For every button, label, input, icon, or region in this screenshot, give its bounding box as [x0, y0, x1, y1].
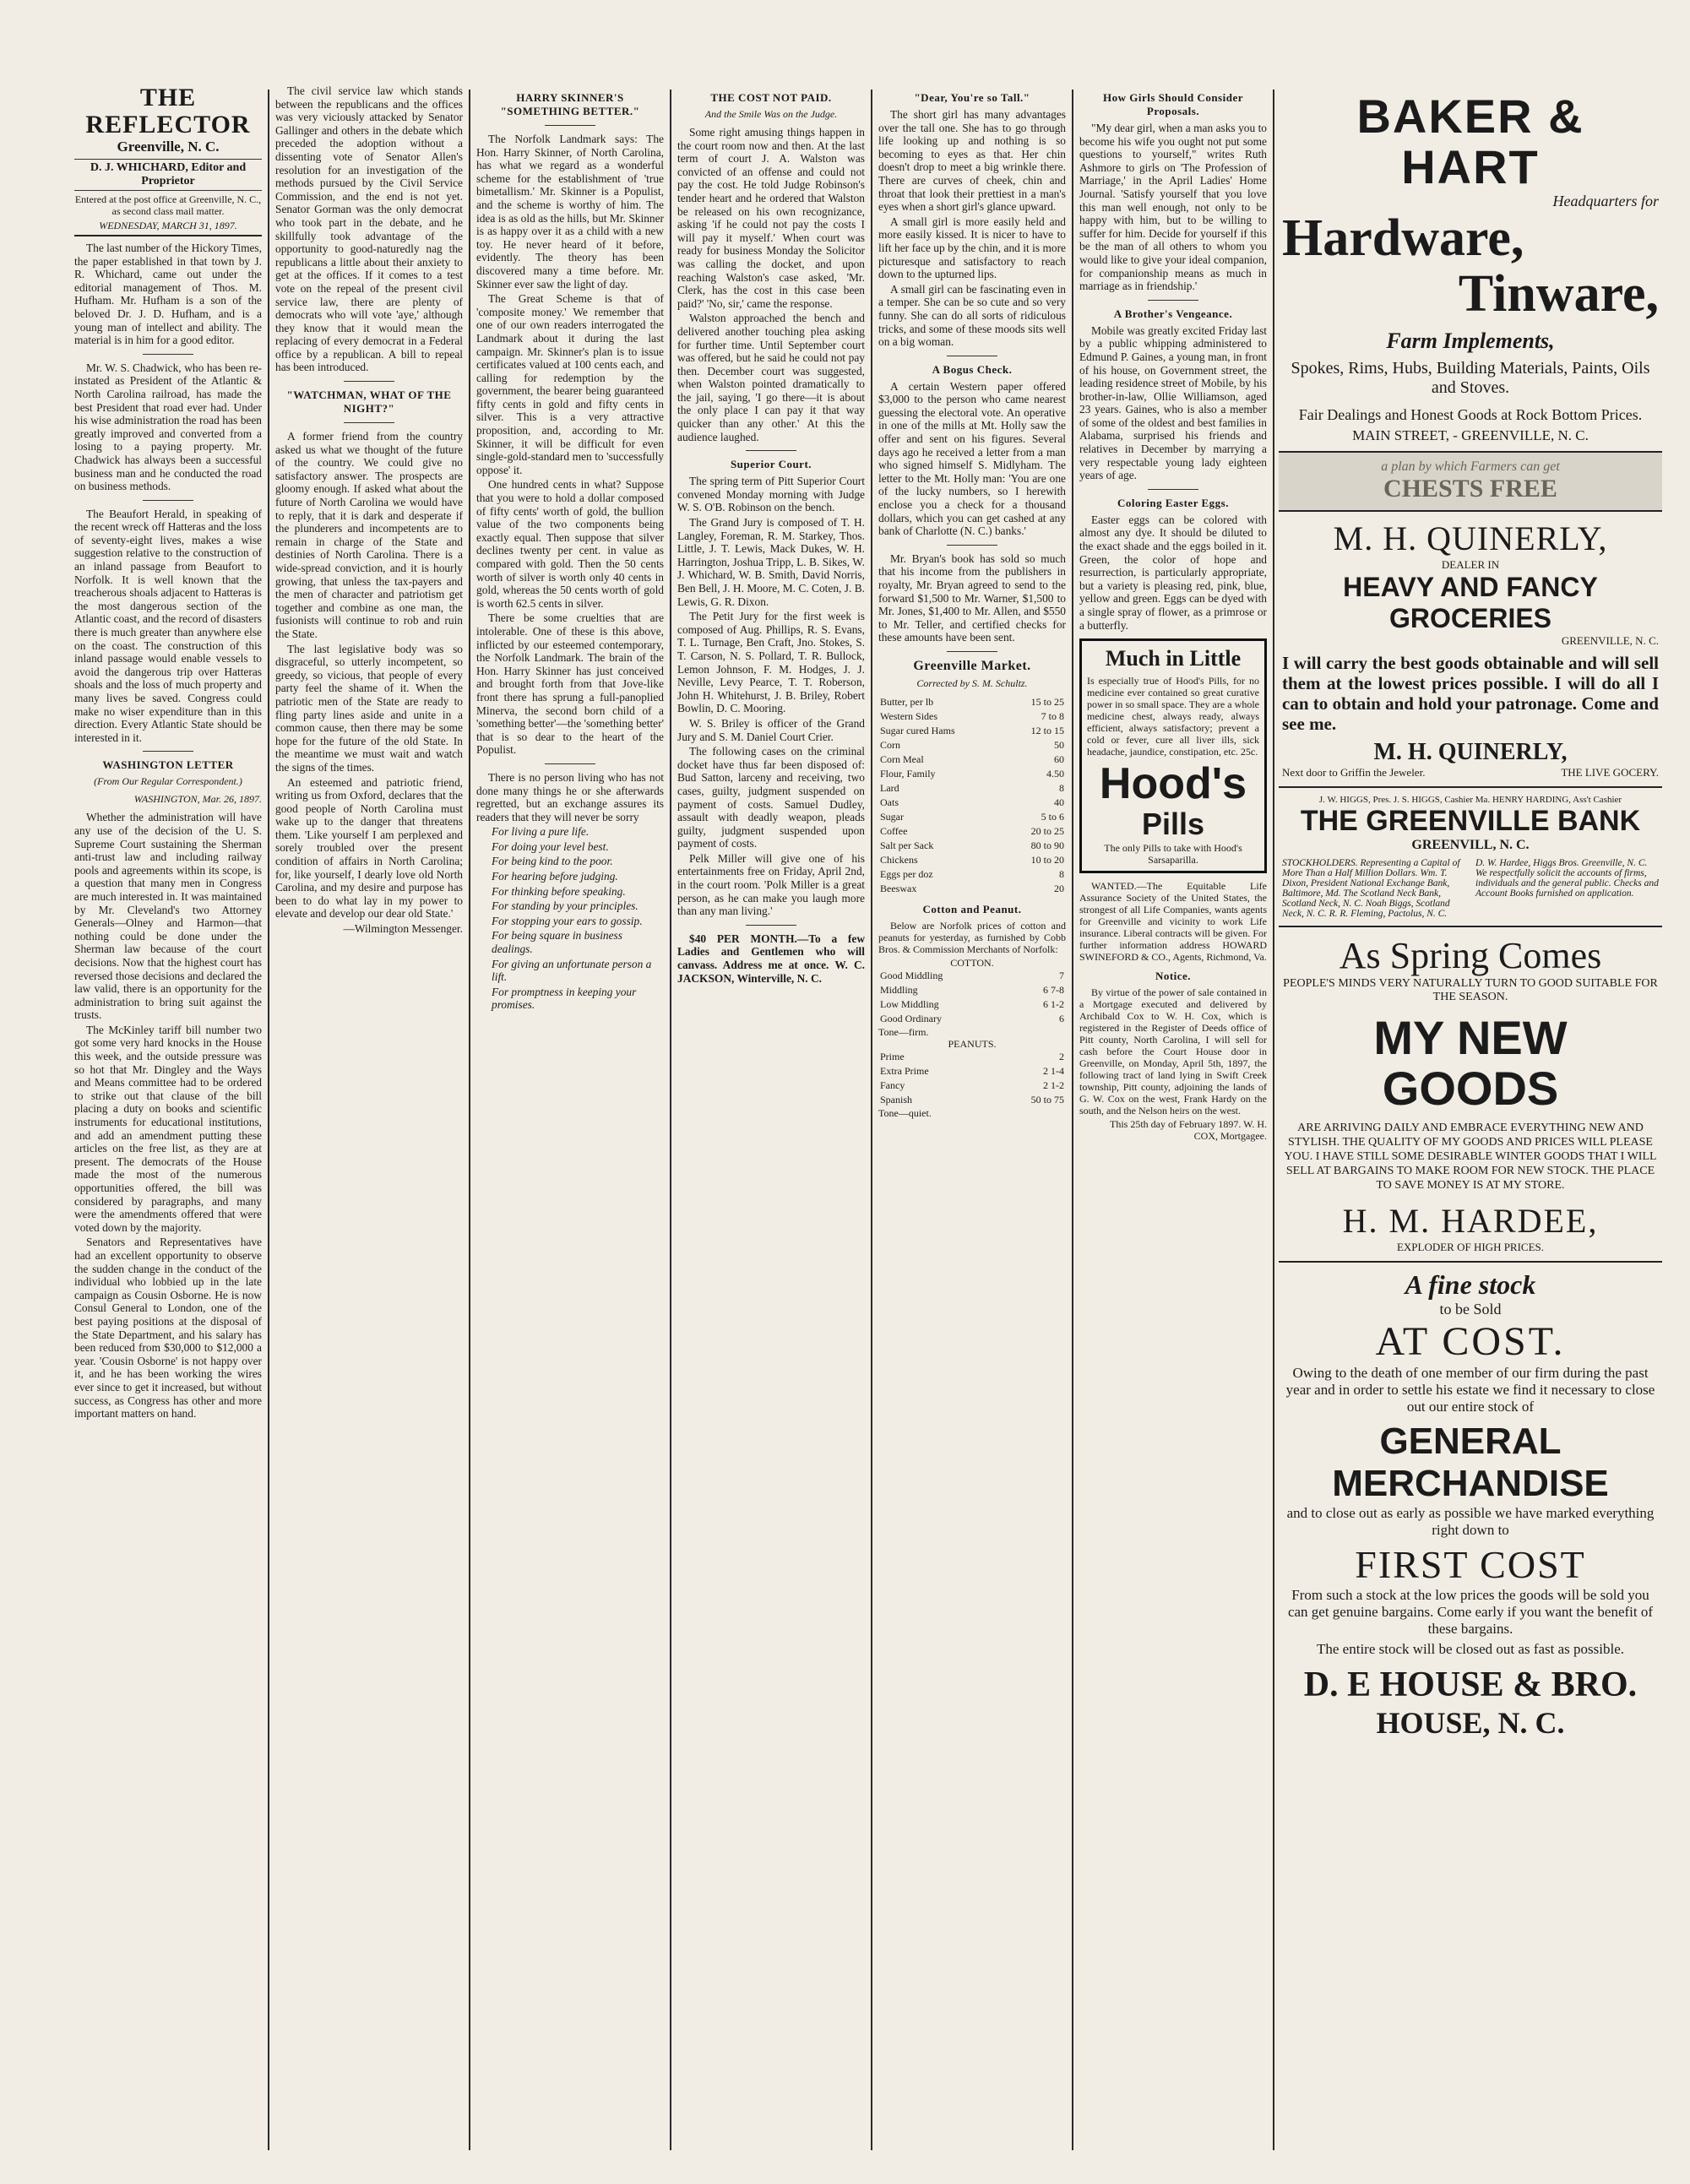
- market-table: [878, 695, 1066, 896]
- article-dateline: WASHINGTON, Mar. 26, 1897.: [133, 793, 262, 806]
- row-value: 6 1-2: [1043, 997, 1064, 1010]
- new-goods-title: MY NEW GOODS: [1373, 1011, 1568, 1115]
- verse-line: For stopping your ears to gossip.: [492, 914, 643, 927]
- article-heading: A Bogus Check.: [932, 362, 1013, 376]
- quinerly-ad: [1279, 512, 1662, 788]
- hood-footer: The only Pills to take with Hood's Sarsaparilla.: [1104, 842, 1242, 867]
- article-paragraph: The last number of the Hickory Times, the paper established in that town by J. R. Whichard, came out under the editorial management of Thos. M. Hufham. Mr. Hufham is a son of the beloved Dr. J. D. Hufham, and is a young man of intellect and ability. The material is in him for a good editor.: [74, 242, 262, 347]
- article-paragraph: The McKinley tariff bill number two got some very hard knocks in the House this week, and the outside pressure was so hot that Mr. Dingley and the Ways and Means committee had to be ordered to strike out that clause of the bill placing a duty on books and scientific instruments for educational institutions, and add an amendment putting these articles on the free list, as they are at present. The democrats of the House made the most of the numerous opportunities offered, the bill was considered by paragraphs, and many were the amendments offered that were voted down by the majority.: [74, 1023, 262, 1234]
- new-goods-text: ARE ARRIVING DAILY AND EMBRACE EVERYTHING NEW AND STYLISH. THE QUALITY OF MY GOODS AND PRICES WILL PLEASE YOU. I HAVE STILL SOME DESIRABLE WINTER GOODS THAT I WILL SELL AT BARGAINS TO MAKE ROOM FOR NEW STOCK. THE PLACE TO SAVE MONEY IS AT MY STORE.: [1284, 1122, 1657, 1192]
- row-value: 2 1-2: [1043, 1078, 1064, 1091]
- hardee-ad: [1279, 927, 1662, 1263]
- verse-line: For hearing before judging.: [492, 870, 618, 883]
- row-label: Chickens: [880, 853, 918, 866]
- quinerly-footer: [1282, 766, 1659, 780]
- notice-text: By virtue of the power of sale contained in a Mortgage executed and delivered by Archibald Cox to W. H. Cox, which is registered in the Register of Deeds office of Pitt county, North Carolina, I will sell for cash before the Court House door in Greenville, on Monday, April 5th, 1897, the following tract of land lying in Swift Creek township, Pitt county, adjoining the lands of G. W. Cox on the west, Frank Hardy on the south, and the Nelson heirs on the west.: [1079, 986, 1267, 1117]
- article-paragraph: The Petit Jury for the first week is composed of Aug. Phillips, R. S. Evans, T. L. Turnage, Ben Craft, Jno. Stokes, S. T. Carson, N. S. Pollard, T. R. Bullock, Lemon Johnson, F. M. Hodges, J. J. Neville, Levy Pearce, T. T. Roberson, John H. Whitehurst, J. B. Briley, Robert Bowlin, D. C. Mooring.: [677, 610, 865, 715]
- cotton-note: Below are Norfolk prices of cotton and peanuts for yesterday, as furnished by Cobb Bros. & Commission Merchants of Norfolk:: [878, 919, 1066, 955]
- peanut-subheading: PEANUTS.: [948, 1037, 997, 1050]
- baker-hart-sub: Headquarters for: [1552, 193, 1659, 209]
- column-1: [74, 84, 262, 2162]
- row-label: Lard: [880, 781, 899, 794]
- article-signature: —Wilmington Messenger.: [343, 922, 463, 936]
- row-value: 2: [1059, 1050, 1064, 1062]
- table-row: [878, 853, 1066, 867]
- row-label: Good Middling: [880, 969, 943, 981]
- baker-hart-tinware: Tinware,: [1458, 265, 1659, 323]
- article-subheading: And the Smile Was on the Judge.: [704, 108, 838, 120]
- table-row: [878, 1050, 1066, 1064]
- row-label: Butter, per lb: [880, 695, 934, 708]
- table-row: [878, 767, 1066, 781]
- spring-subtitle: PEOPLE'S MINDS VERY NATURALLY TURN TO GOOD SUITABLE FOR THE SEASON.: [1283, 977, 1658, 1003]
- article-paragraph: A former friend from the country asked us what we thought of the future of the country. We could give no satisfactory answer. The prospects are gloomy enough. If asked what about the future of North Carolina we would have to reply, that it is dark and desperate if the plunderers and incompetents are to remain in charge of the State and destinies of North Carolina. There is a wide-spread conviction, and it is hourly growing, that unless the tax-payers and the men of character and patriotism get together and combine as one man, the fusionists will continue to rob and ruin the State.: [275, 430, 463, 640]
- column-2: [275, 84, 463, 2162]
- table-row: [878, 695, 1066, 709]
- table-row: [878, 738, 1066, 752]
- classified-ad: $40 PER MONTH.—To a few Ladies and Gentlemen who will canvass. Address me at once. W. C. JACKSON, Winterville, N. C.: [677, 932, 865, 985]
- row-label: Sugar cured Hams: [880, 724, 955, 736]
- row-label: Eggs per doz: [880, 867, 933, 880]
- notice-signature: This 25th day of February 1897. W. H. COX, Mortgagee.: [1110, 1118, 1267, 1143]
- row-label: Coffee: [880, 824, 908, 837]
- article-paragraph: Mr. Bryan's book has sold so much that his income from the publishers in royalty, Mr. Bryan agreed to send to the forward $1,500 to Mr. Warner, $1,500 to Mr. Jones, $1,400 to Mr. Allen, and $550 to Mr. Teller, and certified checks for these amounts have been sent.: [878, 551, 1066, 644]
- bank-officers: J. W. HIGGS, Pres. J. S. HIGGS, Cashier Ma. HENRY HARDING, Ass't Cashier: [1318, 795, 1622, 805]
- hardee-subtitle: EXPLODER OF HIGH PRICES.: [1396, 1241, 1545, 1253]
- article-paragraph: There be some cruelties that are intolerable. One of these is this above, inflicted by our esteemed contemporary, the Norfolk Landmark. The brain of the Hon. Harry Skinner has just conceived and brought forth from that Jove-like front there has sprung a full-panoplied Minerva, the second born child of a 'something better'—the 'something better' that is so dear to the heart of the Populist.: [476, 611, 664, 757]
- article-heading: THE COST NOT PAID.: [710, 91, 832, 104]
- article-paragraph: The spring term of Pitt Superior Court convened Monday morning with Judge W. S. O'B. Robinson on the bench.: [677, 475, 865, 514]
- row-value: 8: [1059, 781, 1064, 794]
- quinerly-goods: HEAVY AND FANCY GROCERIES: [1343, 572, 1598, 633]
- peanut-tone: Tone—quiet.: [878, 1106, 932, 1119]
- row-value: 6 7-8: [1043, 983, 1064, 996]
- masthead-title: THE REFLECTOR: [85, 84, 251, 139]
- column-4: [677, 84, 865, 2162]
- verse-line: For being kind to the poor.: [492, 855, 613, 868]
- row-value: 7: [1059, 969, 1064, 981]
- article-heading: HARRY SKINNER'S "SOMETHING BETTER.": [500, 91, 640, 117]
- quinerly-slogan: THE LIVE GOCERY.: [1561, 766, 1659, 779]
- row-value: 80 to 90: [1030, 839, 1064, 851]
- article-paragraph: An esteemed and patriotic friend, writing us from Oxford, declares that the good people of North Carolina must wake up to the danger that threatens them. 'Like yourself I am perplexed and sorely troubled over the present condition of affairs in North Carolina; for, like yourself, I dearly love old North Carolina, and my desire and purpose has been to do what lay in my power to elevate and develop our dear old State.': [275, 775, 463, 921]
- house-city: HOUSE, N. C.: [1376, 1706, 1565, 1740]
- article-paragraph: Senators and Representatives have had an excellent opportunity to observe the sudden change in the conduct of the individual who lobbied up in the late campaign as Cousin Osborne. He is now Consul General to London, one of the best paying positions at the disposal of the State Department, and his salary has been reduced from $30,000 to $12,000 a year. 'Cousin Osborne' is not happy over it, and he has been working the wires ever since to get it increased, but without success, as Congress has other and more important matters on hand.: [74, 1236, 262, 1421]
- article-paragraph: There is no person living who has not done many things he or she afterwards regretted, but an exchange assures its readers that they will never be sorry: [476, 770, 664, 823]
- article-heading: A Brother's Vengeance.: [1113, 307, 1233, 320]
- row-value: 60: [1054, 752, 1064, 765]
- row-value: 12 to 15: [1030, 724, 1064, 736]
- column-6: [1079, 84, 1267, 2162]
- article-paragraph: The Grand Jury is composed of T. H. Langley, Foreman, R. M. Starkey, Thos. Little, J. T. Lewis, Mack Dukes, W. H. Harrington, Joshua Tripp, L. B. Sikes, W. J. Whichard, W. B. Smith, David Norris, Ben Bell, J. H. Moore, M. C. Coten, J. B. Lewis, G. R. Dixon.: [677, 516, 865, 608]
- table-row: [878, 997, 1066, 1012]
- verse-line: For living a pure life.: [492, 825, 590, 839]
- to-be-sold: to be Sold: [1439, 1301, 1502, 1317]
- table-row: [878, 709, 1066, 724]
- table-row: [878, 1012, 1066, 1026]
- masthead-editor: D. J. WHICHARD, Editor and Proprietor: [74, 159, 262, 191]
- wanted-ad: WANTED.—The Equitable Life Assurance Society of the United States, the strongest of all Life Companies, wants agents for Greenville and vicinity to work Life insurance. Liberal contracts will be given. For further information address HOWARD SWINEFORD & CO., Agents, Richmond, Va.: [1079, 880, 1267, 964]
- table-row: [878, 810, 1066, 824]
- spring-title: As Spring Comes: [1339, 935, 1602, 976]
- article-heading: "WATCHMAN, WHAT OF THE NIGHT?": [286, 388, 452, 416]
- row-label: Flour, Family: [880, 767, 936, 780]
- table-row: [878, 867, 1066, 882]
- from-stock-text: From such a stock at the low prices the goods will be sold you can get genuine bargains. Come early if you want the benefit of these bargains.: [1287, 1587, 1654, 1637]
- table-row: [878, 781, 1066, 796]
- row-label: Corn Meal: [880, 752, 924, 765]
- peanut-table: [878, 1050, 1066, 1107]
- baker-hart-farm: Farm Implements,: [1386, 329, 1555, 353]
- baker-hart-ad: [1279, 84, 1662, 453]
- article-paragraph: A small girl can be fascinating even in a temper. She can be so cute and so very funny. She can do all sorts of ridiculous tricks, and some of these moods sits well on a big woman.: [878, 282, 1066, 349]
- row-value: 40: [1054, 796, 1064, 808]
- market-byline: Corrected by S. M. Schultz.: [916, 676, 1028, 689]
- row-value: 2 1-4: [1043, 1064, 1064, 1077]
- row-value: 15 to 25: [1030, 695, 1064, 708]
- chests-title: CHESTS FREE: [1383, 475, 1557, 503]
- article-heading: How Girls Should Consider Proposals.: [1102, 91, 1243, 117]
- verse-line: For promptness in keeping your promises.: [492, 985, 637, 1012]
- cotton-subheading: COTTON.: [950, 956, 994, 969]
- table-row: [878, 752, 1066, 767]
- row-label: Corn: [880, 738, 900, 751]
- cotton-table: [878, 969, 1066, 1026]
- article-heading: WASHINGTON LETTER: [102, 758, 234, 772]
- row-value: 10 to 20: [1030, 853, 1064, 866]
- article-paragraph: W. S. Briley is officer of the Grand Jury and S. M. Daniel Court Crier.: [677, 716, 865, 743]
- article-paragraph: Some right amusing things happen in the court room now and then. At the last term of court J. A. Walston was convicted of an offense and could not pay the cost. He told Judge Robinson's tender heart and he ordered that Walston be released on his own recognizance, asking 'if he could not pay the costs I will pay it myself.' When court was ready for business Monday the Solicitor was calling the docket, and upon reaching Walston's case asked, 'Mr. Clerk, has the cost in this case been paid?' 'No, sir,' came the response.: [677, 126, 865, 310]
- article-subheading: (From Our Regular Correspondent.): [94, 775, 242, 788]
- column-5: [878, 84, 1066, 2162]
- first-cost: FIRST COST: [1355, 1543, 1586, 1586]
- quinerly-location: Next door to Griffin the Jeweler.: [1282, 766, 1426, 779]
- table-row: [878, 824, 1066, 839]
- row-label: Western Sides: [880, 709, 938, 722]
- article-heading: Coloring Easter Eggs.: [1117, 496, 1229, 509]
- article-paragraph: The Great Scheme is that of 'composite money.' We remember that one of our own readers interrogated the Landmark about it during the last campaign. Mr. Skinner's plan is to issue certificates valued at 100 cents each, and calling for redemption by the government, the bearer being guaranteed fifty cents in gold and fifty cents in silver. This is a very attractive proposition, and, according to Mr. Skinner, it will be difficult for even single-gold-standard men to 'successfully oppose' it.: [476, 292, 664, 476]
- hood-brand: Hood's: [1099, 759, 1247, 809]
- verse-line: For standing by your principles.: [492, 899, 639, 913]
- fine-stock: A fine stock: [1405, 1269, 1536, 1300]
- row-label: Good Ordinary: [880, 1012, 942, 1024]
- table-row: [878, 969, 1066, 983]
- bank-city: GREENVILL, N. C.: [1411, 838, 1530, 852]
- row-label: Low Middling: [880, 997, 939, 1010]
- verse-line: For doing your level best.: [492, 839, 609, 853]
- table-row: [878, 1093, 1066, 1107]
- masthead-date: WEDNESDAY, MARCH 31, 1897.: [99, 220, 237, 231]
- baker-hart-hardware: Hardware,: [1282, 209, 1524, 267]
- table-row: [878, 724, 1066, 738]
- row-value: 8: [1059, 867, 1064, 880]
- quinerly-text: I will carry the best goods obtainable and will sell them at the lowest prices possible. I will do all I can to obtain and hold your patronage. Come and see me.: [1282, 653, 1659, 734]
- baker-hart-title: BAKER & HART: [1356, 90, 1584, 193]
- article-paragraph: A small girl is more easily held and more easily kissed. It is nicer to have to lift her face up by the chin, and it is more picturesque and satisfactory to reach down to the upturned lips.: [878, 215, 1066, 281]
- verse-line: For thinking before speaking.: [492, 884, 626, 898]
- table-row: [878, 839, 1066, 853]
- table-row: [878, 882, 1066, 896]
- at-cost: AT COST.: [1375, 1319, 1566, 1364]
- house-ad: [1279, 1263, 1662, 1747]
- article-paragraph: Easter eggs can be colored with almost any dye. It should be diluted to the exact shade and the eggs boiled in it. Green, the color of hope and resurrection, is particularly appropriate, but a variety is pleasing red, pink, blue, yellow and green. Eggs can be dyed with a single spray of flower, as a primrose or a butterfly.: [1079, 513, 1267, 632]
- notice-heading: Notice.: [1155, 970, 1192, 983]
- house-title: D. E HOUSE & BRO.: [1303, 1665, 1638, 1704]
- masthead-entry: Entered at the post office at Greenville, N. C., as second class mail matter.: [74, 193, 262, 217]
- row-value: 4.50: [1046, 767, 1064, 780]
- article-paragraph: A certain Western paper offered $3,000 to the person who came nearest guessing the electoral vote. An operative in one of the mills at Mt. Holly saw the offer and sent on his figures. Several days ago he received a letter from a man who signed himself S. Midlyham. The letter to the Mt. Holly man: 'You are one of the lucky numbers, so I herewith enclose you a check for a thousand dollars, which you can get cashed at any bank of Charlotte (N. C.) banks.': [878, 379, 1066, 538]
- article-paragraph: Whether the administration will have any use of the decision of the U. S. Supreme Court sustaining the Sherman anti-trust law and including railway pools and agreements within its scope, is a question that many men in Congress are much interested in. It was maintained by Mr. Cleveland's two Attorney Generals—Olney and Harmon—that nothing could be done under the Sherman law because of the court decisions. Now that the highest court has reversed those decisions and declared the law valid, there is an opportunity for the administration to bring suit against the trusts.: [74, 811, 262, 1022]
- row-label: Prime: [880, 1050, 905, 1062]
- baker-hart-address: MAIN STREET, - GREENVILLE, N. C.: [1352, 427, 1589, 443]
- baker-hart-fair: Fair Dealings and Honest Goods at Rock Bottom Prices.: [1298, 406, 1643, 423]
- bank-stockholders: STOCKHOLDERS. Representing a Capital of More Than a Half Million Dollars. Wm. T. Dixon, President National Exchange Bank, Baltimore, Md. The Scotland Neck Bank, Scotland Neck, N. C. Noah Biggs, Scotland Neck, N. C. R. R. Fleming, Pactolus, N. C.: [1282, 858, 1460, 919]
- quinerly-city: GREENVILLE, N. C.: [1561, 634, 1659, 647]
- bank-title: THE GREENVILLE BANK: [1300, 805, 1641, 837]
- article-paragraph: "My dear girl, when a man asks you to become his wife you ought not put some questions to yourself," writes Ruth Ashmore to girls on 'The Profession of Marriage,' in the April Ladies' Home Journal. 'Satisfy yourself that you love this man well enough, not only to be happy with him, but to be willing to suffer for him. Decide for yourself if this be the man of all others to whom you would like to give your ideal companion, for companionship means as much in marriage as in friendship.': [1079, 122, 1267, 293]
- baker-hart-items: Spokes, Rims, Hubs, Building Materials, Paints, Oils and Stoves.: [1291, 359, 1650, 397]
- row-value: 7 to 8: [1041, 709, 1064, 722]
- chests-ad: [1279, 453, 1662, 512]
- article-paragraph: The following cases on the criminal docket have thus far been disposed of: Bud Satton, larceny and receiving, two cases, guilty, judgment suspended on payment of costs. Samuel Dudley, assault with deadly weapon, pleads guilty, judgment suspended upon payment of costs.: [677, 745, 865, 850]
- quinerly-title: M. H. QUINERLY,: [1333, 519, 1608, 557]
- masthead-city: Greenville, N. C.: [117, 139, 220, 155]
- row-value: 5 to 6: [1041, 810, 1064, 823]
- article-paragraph: Pelk Miller will give one of his entertainments free on Friday, April 2nd, in the court room. 'Polk Miller is a great person, as he can make you laugh more than any man living.': [677, 851, 865, 918]
- row-label: Spanish: [880, 1093, 913, 1106]
- article-paragraph: One hundred cents in what? Suppose that you were to hold a dollar composed of fifty cents' worth of gold, the bullion value of the two components being exactly equal. Then suppose that silver declines twenty per cent. in value as compared with gold. Then the 50 cents worth of silver is worth only 40 cents in gold, whereas the 50 cents worth of gold is worth 62.5 cents in silver.: [476, 478, 664, 610]
- close-out-text: and to close out as early as possible we have marked everything right down to: [1286, 1505, 1655, 1538]
- owing-text: Owing to the death of one member of our firm during the past year and in order to settle his estate we find it necessary to close out our entire stock of: [1285, 1365, 1655, 1415]
- row-label: Sugar: [880, 810, 904, 823]
- row-value: 20: [1054, 882, 1064, 894]
- row-value: 6: [1059, 1012, 1064, 1024]
- entire-stock-text: The entire stock will be closed out as fast as possible.: [1317, 1641, 1624, 1657]
- quinerly-sign: M. H. QUINERLY,: [1373, 739, 1568, 765]
- article-paragraph: Walston approached the bench and delivered another touching plea asking for further time. Until September court was offered, but he said he could not pay then. December court was suggested, when Walston pointed dramatically to the jail, saying, 'I go there—it is about the only place I can pay it that way quicker than any other.' At this the audience laughed.: [677, 312, 865, 443]
- article-paragraph: Mobile was greatly excited Friday last by a public whipping administered to Edmund P. Gaines, a young man, in front of his house, on Government street, the leading residence street of Mobile, by his brother-in-law, Ollie Williamson, aged 23 years. Gaines, who is also a member of some of the oldest and best families in Alabama, surprised his friends and relatives in December by marrying a very respectable young lady eighteen years of age.: [1079, 323, 1267, 482]
- masthead: [74, 84, 262, 236]
- article-heading: Superior Court.: [730, 458, 812, 471]
- cotton-tone: Tone—firm.: [878, 1025, 929, 1038]
- chests-line: a plan by which Farmers can get: [1381, 459, 1560, 474]
- bank-solicit: D. W. Hardee, Higgs Bros. Greenville, N. C. We respectfully solicit the accounts of firms, individuals and the general public. Checks and Account Books furnished on application.: [1475, 858, 1659, 899]
- hood-headline: Much in Little: [1105, 646, 1242, 671]
- row-label: Beeswax: [880, 882, 917, 894]
- verse-list: [476, 825, 664, 1012]
- row-label: Oats: [880, 796, 899, 808]
- newspaper-page: [74, 84, 1662, 2170]
- table-row: [878, 796, 1066, 810]
- verse-line: For giving an unfortunate person a lift.: [492, 957, 652, 984]
- row-label: Salt per Sack: [880, 839, 934, 851]
- row-label: Fancy: [880, 1078, 905, 1091]
- article-paragraph: The last legislative body was so disgraceful, so utterly incompetent, so greedy, so vicious, that people of every party feel the shame of it. When the patriotic men of the State are ready to fling party lines aside and unite in a common cause, then there may be some hope for the future of the old State. In the meantime we must wait and watch the signs of the times.: [275, 642, 463, 774]
- bank-ad: [1279, 788, 1662, 927]
- bank-details: [1282, 858, 1659, 919]
- verse-line: For being square in business dealings.: [492, 929, 622, 956]
- quinerly-dealer: DEALER IN: [1441, 558, 1500, 571]
- table-row: [878, 1064, 1066, 1078]
- table-row: [878, 1078, 1066, 1093]
- row-label: Middling: [880, 983, 918, 996]
- table-row: [878, 983, 1066, 997]
- advertisement-column: [1279, 84, 1662, 2162]
- hoods-pills-ad: [1079, 638, 1267, 873]
- row-label: Extra Prime: [880, 1064, 929, 1077]
- hardee-title: H. M. HARDEE,: [1342, 1202, 1599, 1240]
- cotton-heading: Cotton and Peanut.: [922, 902, 1022, 915]
- hood-pills: Pills: [1141, 807, 1205, 842]
- article-paragraph: The Beaufort Herald, in speaking of the recent wreck off Hatteras and the loss of seventy-eight lives, makes a wise suggestion relative to the construction of an inland passage from Beaufort to Norfolk. It is well known that the treacherous shoals adjacent to Hatteras is the most dangerous section of the Atlantic coast, and the record of disasters there is much greater than anywhere else on the coast. The construction of this inland passage would enable vessels to avoid the dangerous trip over Hatteras shoals and the loss of much property and many lives be saved. Congress could make no wiser expenditure than in this direction. Every Atlantic State should be interested in it.: [74, 507, 262, 744]
- row-value: 20 to 25: [1030, 824, 1064, 837]
- row-value: 50 to 75: [1030, 1093, 1064, 1106]
- column-3: [476, 84, 664, 2162]
- article-paragraph: The short girl has many advantages over the tall one. She has to go through life looking up and nothing is so becoming to eyes as that. Her chin doesn't drop to meet a big wrinkle there. There are curves of cheek, chin and throat that look their prettiest in a man's eyes when a short girl's glance upward.: [878, 108, 1066, 214]
- hood-text: Is especially true of Hood's Pills, for no medicine ever contained so great curative power in so small space. They are a whole medicine chest, always ready, always efficient, always satisfactory; prevent a cold or fever, cure all liver ills, sick headache, jaundice, constipation, etc. 25c.: [1087, 675, 1259, 758]
- article-paragraph: The Norfolk Landmark says: The Hon. Harry Skinner, of North Carolina, has what we regard as a wonderful scheme for the establishment of 'true bimetallism.' Mr. Skinner is a Populist, and the scheme is worthy of him. The idea is as old as the hills, but Mr. Skinner is as happy over it as a child with a new toy. He never heard of it before, evidently. The theory has been discovered many a time before. Mr. Skinner ever saw the light of day.: [476, 133, 664, 291]
- row-value: 50: [1054, 738, 1064, 751]
- general-merchandise: GENERAL MERCHANDISE: [1332, 1421, 1609, 1504]
- article-heading: "Dear, You're so Tall.": [914, 91, 1030, 104]
- market-heading: Greenville Market.: [913, 658, 1031, 673]
- article-paragraph: The civil service law which stands between the republicans and the offices was very viciously attacked by Senator Gallinger and others in the debate which preceded the adoption without a dissenting vote of Senator Allen's resolution for an investigation of the methods pursued by the Civil Service Commission, and the end is not yet. Senator Gorman was the only democrat who took part in the debate, and he skillfully took advantage of the opportunity to good-naturedly nag the republicans a little about their anxiety to get at the offices. If it comes to a test vote on the repeal of the present civil service law, there are plenty of democrats who will vote 'aye,' although they know that it would mean the replacing of every democrat in a Federal office by a republican. A bill to repeal has been introduced.: [275, 84, 463, 374]
- article-paragraph: Mr. W. S. Chadwick, who has been re-instated as President of the Atlantic & North Carolina railroad, has made the best President that road ever had. Under his wise administration the road has been greatly improved and converted from a losing to a paying property. Mr. Chadwick has always been a successful business man and he conducted the road on business methods.: [74, 361, 262, 493]
